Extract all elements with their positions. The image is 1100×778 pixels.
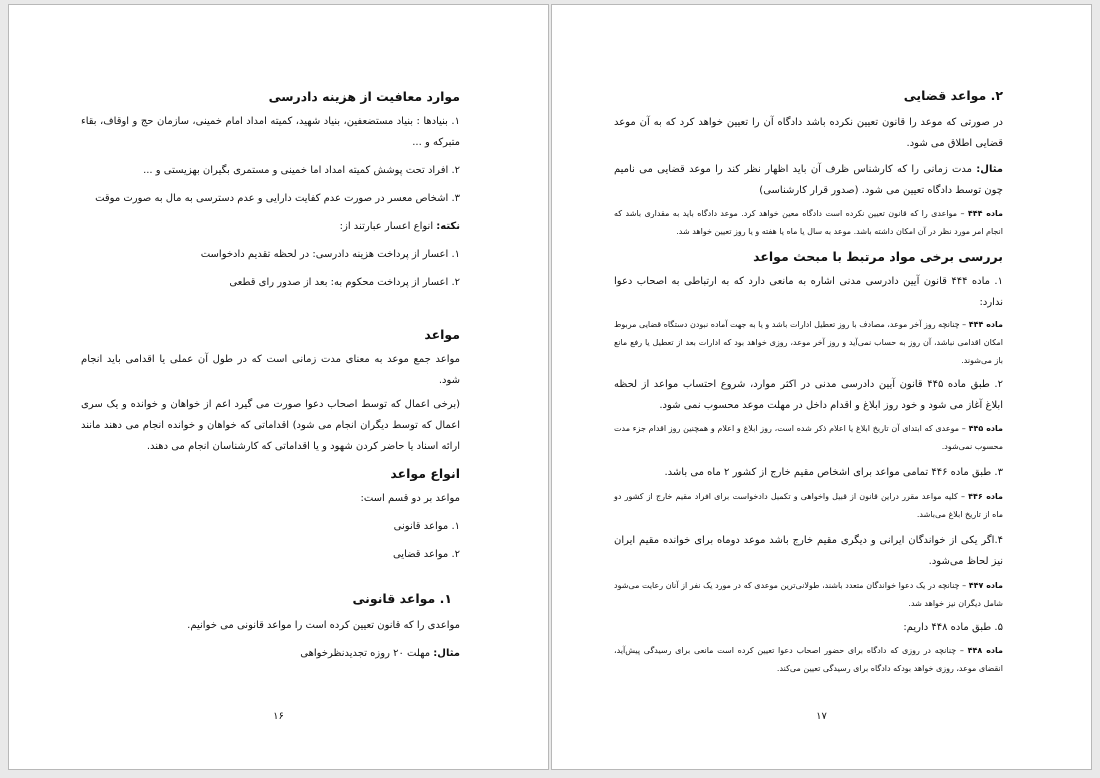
article-448 — [614, 642, 1003, 678]
article-text: – موعدی که ابتدای آن تاریخ ابلاغ یا اعلام ذکر شده است، روز ابلاغ و اعلام و همچنین روز اقدام جزء مدت محسوب نمی‌شود. — [614, 424, 1003, 451]
deadline-types-heading: انواع مواعد — [390, 466, 460, 481]
article-text: – چنانچه روز آخر موعد، مصادف با روز تعطیل ادارات باشد و یا به جهت آماده نبودن دستگاه قضایی مربوط امکان اقدامی نباشد، آن روز به حساب نمی‌آید و روز آخر موعد، روزی خواهد بود که ادارات بعد از تعطیل یا رفع مانع باز می‌شوند. — [614, 320, 1003, 365]
deadline-type-1: ۱. مواعد قانونی — [393, 521, 460, 532]
insolvency-item-2: ۲. اعسار از پرداخت محکوم به: بعد از صدور رای قطعی — [229, 277, 460, 288]
review-item-3: ۳. طبق ماده ۴۴۶ تمامی مواعد برای اشخاص مقیم خارج از کشور ۲ ماه می باشد. — [664, 467, 1003, 478]
exemptions-heading: موارد معافیت از هزینه دادرسی — [268, 89, 460, 104]
example-text: مدت زمانی را که کارشناس ظرف آن باید اظهار نظر کند را موعد قضایی می نامیم چون توسط دادگاه تعیین می شود. (صدور قرار کارشناسی) — [614, 164, 1003, 196]
note-text: انواع اعسار عبارتند از: — [339, 221, 437, 232]
article-label: ماده ۴۴۴ — [968, 320, 1003, 329]
article-444 — [614, 316, 1003, 370]
example-label: مثال: — [976, 164, 1003, 175]
article-label: ماده ۴۴۸ — [967, 646, 1003, 655]
insolvency-item-1: ۱. اعسار از پرداخت هزینه دادرسی: در لحظه تقدیم دادخواست — [200, 249, 460, 260]
article-text: – چنانچه در روزی که دادگاه برای حضور اصحاب دعوا تعیین کرده است مانعی برای رسیدگی پیش‌آید، انقضای موعد، روزی خواهد بودکه دادگاه برای رسیدگی تعیین می‌کند. — [614, 646, 1003, 673]
page-number: ۱۷ — [816, 711, 827, 722]
review-item-1: ۱. ماده ۴۴۴ قانون آیین دادرسی مدنی اشاره به مانعی دارد که به ارتباطی به اصحاب دعوا ندارد: — [614, 276, 1003, 308]
note — [81, 216, 460, 237]
deadline-types-intro: مواعد بر دو قسم است: — [360, 493, 460, 504]
article-label: ماده ۴۴۶ — [968, 492, 1003, 501]
review-item-5: ۵. طبق ماده ۴۴۸ داریم: — [903, 622, 1003, 633]
article-text: – مواعدی را که قانون تعیین نکرده است دادگاه معین خواهد کرد. موعد دادگاه باید به مقداری باشد که انجام امر مورد نظر در آن امکان داشته باشد. موعد به سال یا ماه یا هفته و یا روز تعیین خواهد شد. — [614, 209, 1003, 236]
judicial-deadlines-definition: در صورتی که موعد را قانون تعیین نکرده باشد دادگاه آن را تعیین خواهد کرد که به آن موعد قضایی اطلاق می شود. — [614, 117, 1003, 149]
article-text: – کلیه مواعد مقرر دراین قانون از قبیل واخواهی و تکمیل دادخواست برای افراد مقیم خارج از کشور دو ماه از تاریخ ابلاغ می‌باشد. — [614, 492, 1003, 519]
review-item-2: ۲. طبق ماده ۴۴۵ قانون آیین دادرسی مدنی در اکثر موارد، شروع احتساب مواعد از لحظه ابلاغ آغاز می شود و خود روز ابلاغ و اقدام داخل در مهلت موعد محسوب نمی شود. — [614, 379, 1003, 411]
note-label: نکته: — [436, 221, 460, 232]
page-left-content — [81, 83, 460, 664]
legal-deadlines-example — [81, 643, 460, 664]
legal-deadlines-heading: ۱. مواعد قانونی — [352, 591, 452, 606]
article-444-note — [614, 205, 1003, 241]
review-heading: بررسی برخی مواد مرتبط با مبحث مواعد — [753, 249, 1003, 264]
legal-deadlines-definition: مواعدی را که قانون تعیین کرده است را مواعد قانونی می خوانیم. — [187, 620, 460, 631]
article-text: – چنانچه در یک دعوا خواندگان متعدد باشند، طولانی‌ترین موعدی که در مورد یک نفر از آنان رعایت می‌شود شامل دیگران نیز خواهد شد. — [614, 581, 1003, 608]
exemption-item-3: ۳. اشخاص معسر در صورت عدم کفایت دارایی و عدم دسترسی به مال به صورت موقت — [95, 193, 460, 204]
article-label: ماده ۴۴۴ — [967, 209, 1003, 218]
deadline-type-2: ۲. مواعد قضایی — [392, 549, 460, 560]
article-446 — [614, 488, 1003, 524]
article-label: ماده ۴۴۵ — [968, 424, 1003, 433]
exemption-item-2: ۲. افراد تحت پوشش کمیته امداد اما خمینی و مستمری بگیران بهزیستی و ... — [143, 165, 460, 176]
page-number: ۱۶ — [273, 711, 284, 722]
document-page-left — [8, 4, 549, 770]
judicial-deadlines-example — [614, 159, 1003, 201]
example-label: مثال: — [433, 648, 460, 659]
review-item-4: ۴.اگر یکی از خواندگان ایرانی و دیگری مقیم خارج باشد موعد دوماه برای خوانده مقیم ایران نیز لحاظ می‌شود. — [614, 535, 1003, 567]
article-label: ماده ۴۴۷ — [968, 581, 1003, 590]
page-right-content — [614, 83, 1003, 678]
document-page-right — [551, 4, 1092, 770]
example-text: مهلت ۲۰ روزه تجدیدنظرخواهی — [300, 648, 434, 659]
deadlines-note: (برخی اعمال که توسط اصحاب دعوا صورت می گیرد اعم از خواهان و خوانده و یک سری اعمال که توسط دیگران انجام می شود) اقداماتی که خواهان و خوانده انجام می دهند مانند ارائه اسناد یا حاضر کردن شهود و یا اقداماتی که کارشناسان انجام می دهند. — [81, 399, 460, 452]
exemption-item-1: ۱. بنیادها : بنیاد مستضعفین، بنیاد شهید، کمیته امداد امام خمینی، سازمان حج و اوقاف، بقاء متبرکه و ... — [81, 116, 460, 148]
deadlines-heading: مواعد — [424, 327, 460, 342]
article-445 — [614, 420, 1003, 456]
article-447 — [614, 577, 1003, 613]
deadlines-definition: مواعد جمع موعد به معنای مدت زمانی است که در طول آن عملی یا اقدامی باید انجام شود. — [81, 354, 460, 386]
judicial-deadlines-heading: ۲. مواعد قضایی — [903, 88, 1003, 103]
